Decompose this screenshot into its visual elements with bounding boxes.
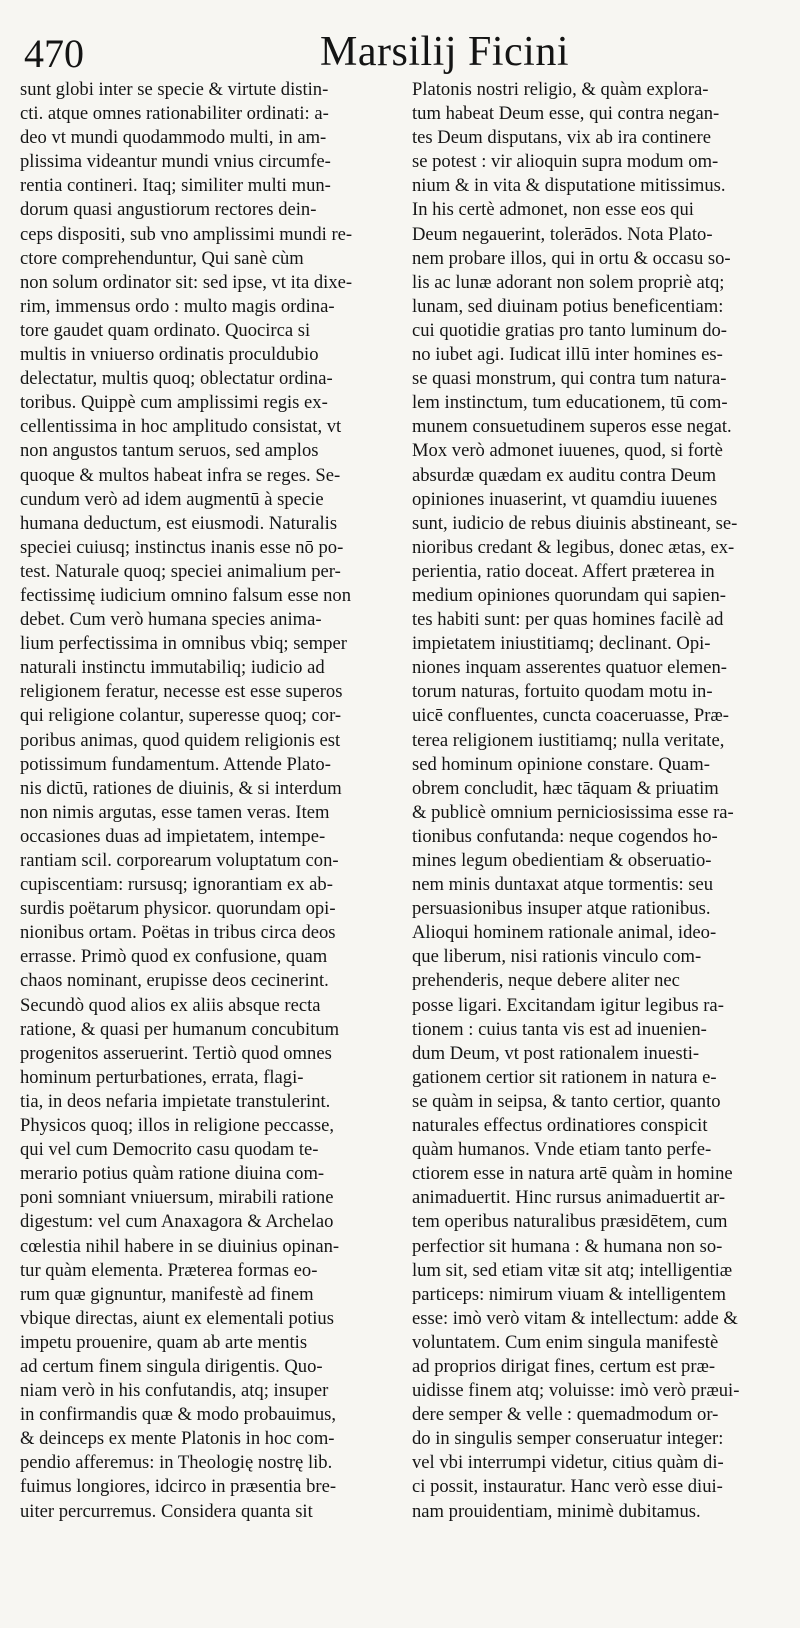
text-line: tore gaudet quam ordinato. Quocirca si xyxy=(20,319,311,341)
text-line: ratione, & quasi per humanum concubitum xyxy=(20,1018,340,1040)
right-text-column xyxy=(412,78,782,1618)
text-line: animaduertit. Hinc rursus animaduertit ar- xyxy=(412,1187,726,1209)
text-line: chaos nominant, erupisse deos cecinerint. xyxy=(20,970,329,992)
text-line: in confirmandis quæ & modo probauimus, xyxy=(20,1404,337,1426)
text-line: humana deductum, est eiusmodi. Naturalis xyxy=(20,512,338,534)
text-line: merario potius quàm ratione diuina com- xyxy=(20,1163,325,1185)
text-line: uicē confluentes, cuncta coaceruasse, Præ- xyxy=(412,705,729,727)
text-line: toribus. Quippè cum amplissimi regis ex- xyxy=(20,392,328,414)
text-line: hominum perturbationes, errata, flagi- xyxy=(20,1066,304,1088)
text-line: poni somniant vniuersum, mirabili ratione xyxy=(20,1187,334,1209)
page-header xyxy=(20,16,780,76)
text-line: cui quotidie gratias pro tanto luminum do- xyxy=(412,319,728,341)
text-line: surdis poëtarum physicor. quorundam opi- xyxy=(20,898,336,920)
text-line: uiter percurremus. Considera quanta sit xyxy=(20,1500,313,1522)
text-line: cupiscentiam: rursusq; ignorantiam ex ab- xyxy=(20,874,333,896)
text-line: lium perfectissima in omnibus vbiq; semper xyxy=(20,633,347,655)
text-line: poribus animas, quod quidem religionis est xyxy=(20,729,341,751)
text-line: naturali instinctu immutabiliq; iudicio ad xyxy=(20,657,325,679)
text-line: digestum: vel cum Anaxagora & Archelao xyxy=(20,1211,334,1233)
text-line: voluntatem. Cum enim singula manifestè xyxy=(412,1331,719,1353)
text-line: medium opiniones quorundam qui sapien- xyxy=(412,584,726,606)
text-line: errasse. Primò quod ex confusione, quam xyxy=(20,946,328,968)
text-line: rantiam scil. corporearum voluptatum con- xyxy=(20,850,339,871)
text-line: non angustos tantum seruos, sed amplos xyxy=(20,440,319,462)
text-line: lum sit, sed etiam vitæ sit atq; intelligentiæ xyxy=(412,1259,733,1281)
text-line: lunam, sed diuinam potius beneficentiam: xyxy=(412,295,724,317)
text-line: religionem feratur, necesse est esse superos xyxy=(20,681,343,703)
text-line: lis ac lunæ adorant non solem propriè atq; xyxy=(412,271,725,293)
text-line: tur quàm elementa. Præterea formas eo- xyxy=(20,1259,318,1281)
text-line: naturales effectus ordinatiores conspicit xyxy=(412,1115,708,1137)
text-line: ad proprios dirigat fines, certum est præ- xyxy=(412,1355,716,1377)
text-line: quoque & multos habeat infra se reges. Se- xyxy=(20,464,341,486)
text-line: uidisse finem atq; voluisse: imò verò præui- xyxy=(412,1380,740,1402)
text-line: se quàm in seipsa, & tanto certior, quanto xyxy=(412,1090,721,1112)
text-line: nionibus ortam. Poëtas in tribus circa deos xyxy=(20,922,336,944)
text-line: fuimus longiores, idcirco in præsentia bre- xyxy=(20,1476,337,1498)
text-line: cundum verò ad idem augmentū à specie xyxy=(20,488,324,510)
text-line: rum quæ gignuntur, manifestè ad finem xyxy=(20,1283,314,1305)
text-line: se quasi monstrum, qui contra tum natura- xyxy=(412,368,727,390)
text-line: tes Deum disputans, vix ab ira continere xyxy=(412,127,711,149)
text-line: lem instinctum, tum educationem, tū com- xyxy=(412,392,728,414)
left-text-column xyxy=(20,78,390,1618)
text-line: ci possit, instauratur. Hanc verò esse diui- xyxy=(412,1476,723,1498)
text-line: opiniones inuaserint, vt quamdiu iuuenes xyxy=(412,488,718,510)
text-line: cellentissima in hoc amplitudo consistat, vt xyxy=(20,416,342,438)
text-line: impietatem iniustitiamq; declinant. Opi- xyxy=(412,633,711,655)
text-line: non nimis argutas, esse tamen veras. Item xyxy=(20,801,330,823)
text-line: nioribus credant & legibus, donec ætas, ex- xyxy=(412,536,735,558)
text-line: speciei cuiusq; instinctus inanis esse nō po- xyxy=(20,536,344,558)
page-number: 470 xyxy=(24,31,84,76)
text-line: no iubet agi. Iudicat illū inter homines es- xyxy=(412,344,723,366)
text-line: cœlestia nihil habere in se diuinius opinan- xyxy=(20,1235,340,1257)
text-line: test. Naturale quoq; speciei animalium per- xyxy=(20,560,341,582)
text-line: delectatur, multis quoq; oblectatur ordina- xyxy=(20,368,333,390)
text-line: potissimum fundamentum. Attende Plato- xyxy=(20,753,331,775)
text-line: tionibus confutanda: neque cogendos ho- xyxy=(412,825,718,847)
text-line: Platonis nostri religio, & quàm explora- xyxy=(412,79,709,100)
text-line: nem minis duntaxat atque tormentis: seu xyxy=(412,874,714,896)
text-line: mines legum obedientiam & obseruatio- xyxy=(412,850,712,871)
text-line: que liberum, nisi rationis vinculo com- xyxy=(412,946,702,968)
text-line: particeps: nimirum viuam & intelligentem xyxy=(412,1283,726,1305)
text-line: ctiorem esse in natura artē quàm in homine xyxy=(412,1163,733,1185)
text-line: dere semper & velle : quemadmodum or- xyxy=(412,1404,719,1426)
text-line: tem operibus naturalibus præsidētem, cum xyxy=(412,1211,728,1233)
text-line: gationem certior sit rationem in natura e- xyxy=(412,1066,717,1088)
text-line: non solum ordinator sit: sed ipse, vt ita dixe- xyxy=(20,271,353,293)
text-line: qui vel cum Democrito casu quodam te- xyxy=(20,1139,319,1161)
text-line: occasiones duas ad impietatem, intempe- xyxy=(20,825,326,847)
text-line: impetu prouenire, quam ab arte mentis xyxy=(20,1331,308,1353)
text-line: & deinceps ex mente Platonis in hoc com- xyxy=(20,1428,335,1450)
text-line: vbique directas, aiunt ex elementali potius xyxy=(20,1307,334,1329)
text-line: Alioqui hominem rationale animal, ideo- xyxy=(412,922,717,944)
text-line: quàm humanos. Vnde etiam tanto perfe- xyxy=(412,1139,712,1161)
text-line: terea religionem iustitiamq; nulla veritate, xyxy=(412,729,725,751)
text-line: munem consuetudinem superos esse negat. xyxy=(412,416,732,438)
text-line: persuasionibus insuper atque rationibus. xyxy=(412,898,711,920)
text-line: se potest : vir alioquin supra modum om- xyxy=(412,151,719,173)
text-line: perfectior sit humana : & humana non so- xyxy=(412,1235,723,1257)
text-line: nium & in vita & disputatione mitissimus. xyxy=(412,175,726,197)
text-line: nem probare illos, qui in ortu & occasu so- xyxy=(412,247,731,269)
text-line: fectissimę iudicium omnino falsum esse non xyxy=(20,584,352,606)
text-line: Deum negauerint, tolerādos. Nota Plato- xyxy=(412,223,713,245)
text-line: progenitos asseruerint. Tertiò quod omnes xyxy=(20,1042,332,1064)
text-line: rentia contineri. Itaq; similiter multi mun- xyxy=(20,175,331,197)
text-line: debet. Cum verò humana species anima- xyxy=(20,609,322,631)
text-line: perientia, ratio doceat. Affert præterea in xyxy=(412,560,715,582)
text-line: sunt globi inter se specie & virtute distin- xyxy=(20,79,329,100)
text-line: sed hominum opinione constare. Quam- xyxy=(412,753,710,775)
text-line: & publicè omnium perniciosissima esse ra- xyxy=(412,801,734,823)
text-line: obrem concludit, hæc tāquam & priuatim xyxy=(412,777,719,799)
text-line: multis in vniuerso ordinatis proculdubio xyxy=(20,344,319,366)
text-line: ceps dispositi, sub vno amplissimi mundi re- xyxy=(20,223,353,245)
text-line: niones inquam asserentes quatuor elemen- xyxy=(412,657,727,679)
text-line: nam prouidentiam, minimè dubitamus. xyxy=(412,1500,701,1522)
text-line: rim, immensus ordo : multo magis ordina- xyxy=(20,295,335,317)
text-line: torum naturas, fortuito quodam motu in- xyxy=(412,681,713,703)
text-line: posse ligari. Excitandam igitur legibus ra- xyxy=(412,994,724,1016)
text-line: prehenderis, neque debere aliter nec xyxy=(412,970,680,992)
text-line: esse: imò verò vitam & intellectum: adde & xyxy=(412,1307,738,1329)
text-line: cti. atque omnes rationabiliter ordinati: a- xyxy=(20,103,329,125)
text-line: tes habiti sunt: per quas homines facilè ad xyxy=(412,609,724,631)
text-line: deo vt mundi quodammodo multi, in am- xyxy=(20,127,327,149)
text-line: ctore comprehenduntur, Qui sanè cùm xyxy=(20,247,304,269)
text-line: tia, in deos nefaria impietate transtulerint. xyxy=(20,1090,331,1112)
text-line: dorum quasi angustiorum rectores dein- xyxy=(20,199,317,221)
text-line: absurdæ quædam ex auditu contra Deum xyxy=(412,464,717,486)
text-line: plissima videantur mundi vnius circumfe- xyxy=(20,151,331,173)
text-line: sunt, iudicio de rebus diuinis abstineant, se- xyxy=(412,512,738,534)
text-line: Physicos quoq; illos in religione peccasse, xyxy=(20,1115,334,1137)
text-line: tionem : cuius tanta vis est ad inuenien- xyxy=(412,1018,707,1040)
text-line: nis dictū, rationes de diuinis, & si interdum xyxy=(20,777,342,799)
text-line: vel vbi interrumpi videtur, citius quàm di- xyxy=(412,1452,724,1474)
text-line: do in singulis semper conseruatur integer: xyxy=(412,1428,724,1450)
text-line: niam verò in his confutandis, atq; insuper xyxy=(20,1380,329,1402)
text-line: dum Deum, vt post rationalem inuesti- xyxy=(412,1042,700,1064)
text-line: qui religione colantur, superesse quoq; cor- xyxy=(20,705,342,727)
text-line: Secundò quod alios ex aliis absque recta xyxy=(20,994,321,1016)
text-line: pendio afferemus: in Theologię nostrę lib. xyxy=(20,1452,333,1474)
text-line: In his certè admonet, non esse eos qui xyxy=(412,199,694,221)
text-line: Mox verò admonet iuuenes, quod, si fortè xyxy=(412,440,723,462)
text-line: ad certum finem singula dirigentis. Quo- xyxy=(20,1355,323,1377)
text-line: tum habeat Deum esse, qui contra negan- xyxy=(412,103,720,125)
running-head: Marsilij Ficini xyxy=(320,29,569,75)
